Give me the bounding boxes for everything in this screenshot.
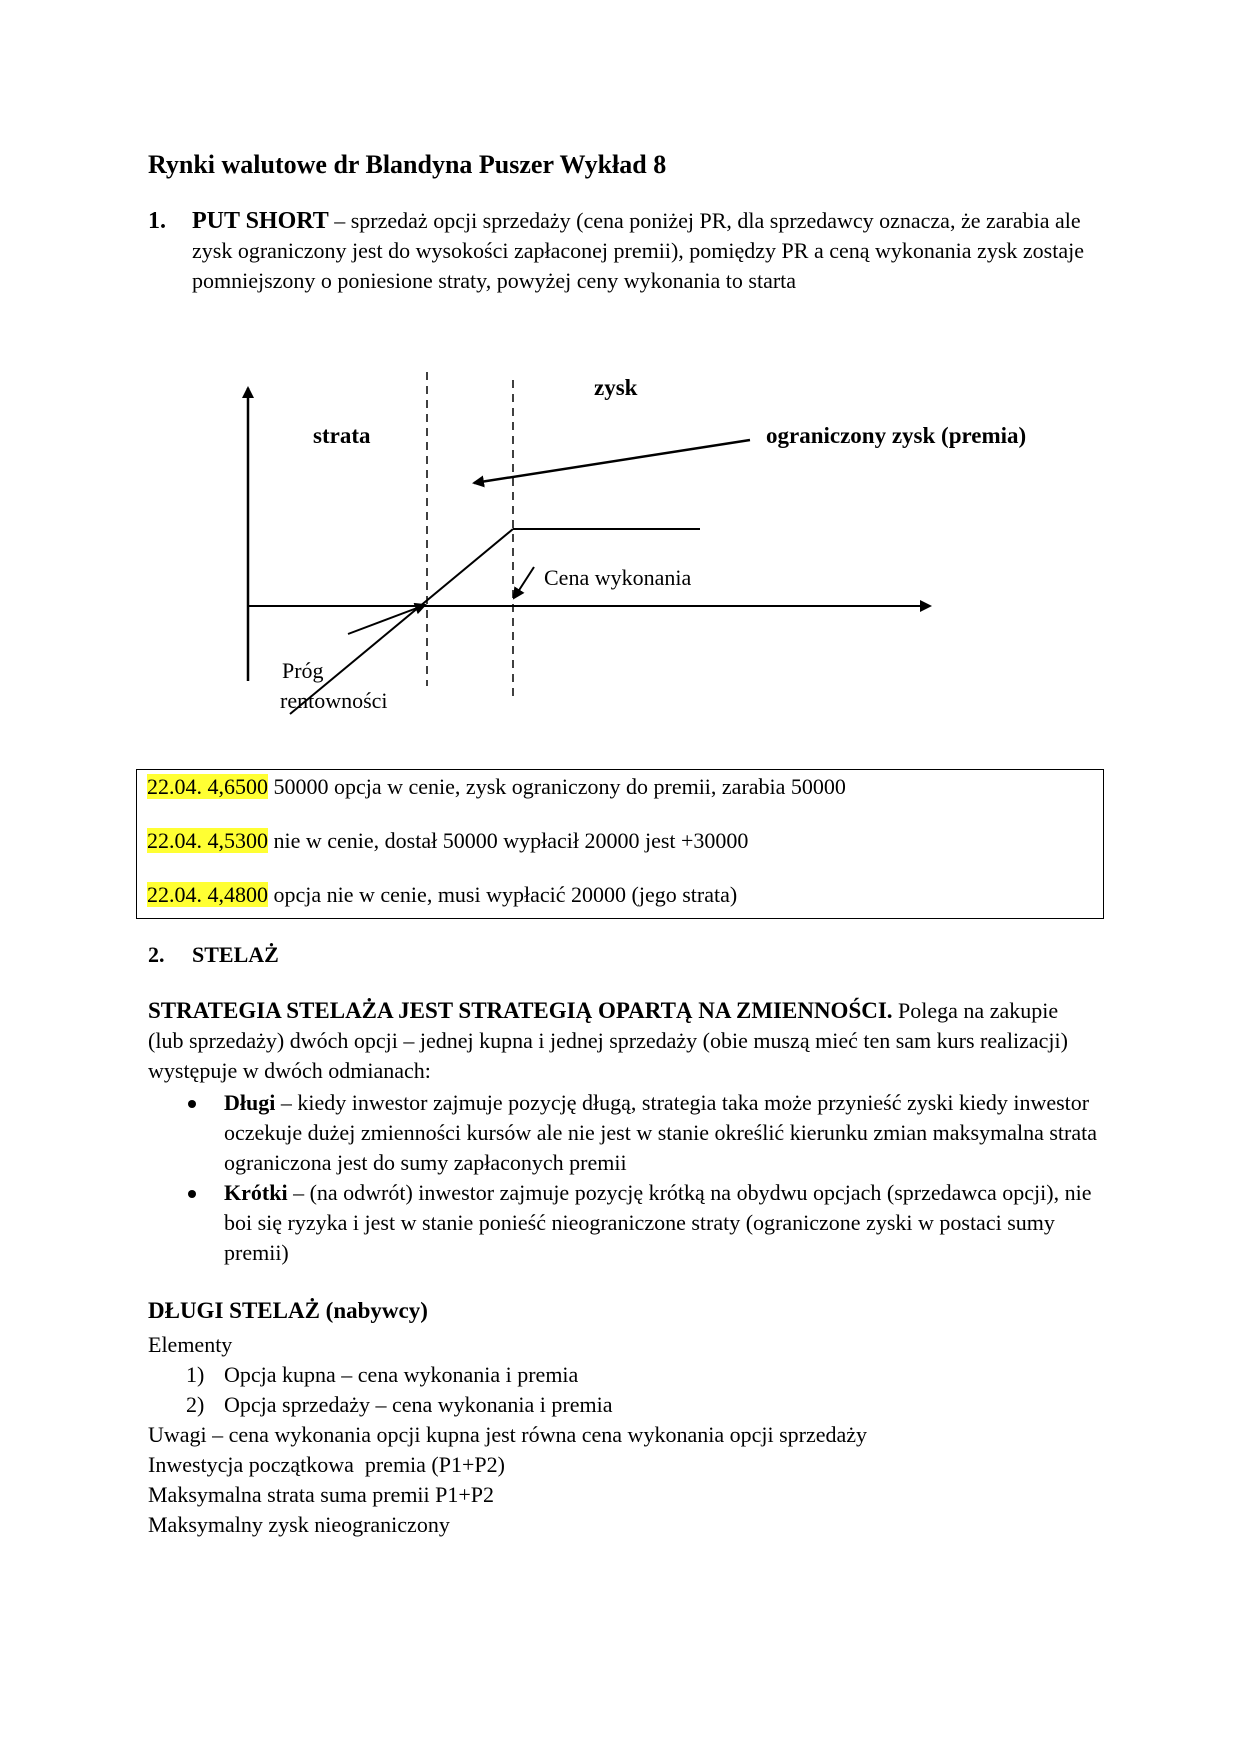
term-put-short: PUT SHORT [192, 208, 329, 234]
example-row-text: opcja nie w cenie, musi wypłacić 20000 (jego strata) [268, 882, 738, 907]
bullet-icon [188, 1100, 196, 1108]
highlight-date-rate: 22.04. 4,6500 [147, 774, 268, 799]
long-straddle-details [148, 1330, 1098, 1540]
premium-arrow [474, 440, 750, 483]
bullet-text: – kiedy inwestor zajmuje pozycję długą, strategia taka może przynieść zyski kiedy inwestor oczekuje dużej zmienności kursów ale nie jest w stanie określić kierunku zmian maksymalna strata ograniczona jest do sumy zapłaconych premii [224, 1090, 1097, 1175]
item-text: Opcja kupna – cena wykonania i premia [224, 1362, 579, 1387]
list-item [148, 1390, 1098, 1420]
example-box [136, 769, 1104, 919]
section-number: 2. [148, 942, 165, 967]
max-zysk-line: Maksymalny zysk nieograniczony [148, 1512, 450, 1537]
stelaz-variants-list [148, 1088, 1098, 1268]
list-item [148, 1178, 1098, 1268]
bullet-text: – (na odwrót) inwestor zajmuje pozycję krótką na obydwu opcjach (sprzedawca opcji), nie boi się ryzyka i jest w stanie ponieść nieograniczone straty (ograniczone zyski w postaci sumy premii) [224, 1180, 1092, 1265]
example-row-text: 50000 opcja w cenie, zysk ograniczony do premii, zarabia 50000 [268, 774, 846, 799]
bullet-icon [188, 1190, 196, 1198]
stelaz-description: Polega na zakupie (lub sprzedaży) dwóch opcji – jednej kupna i jednej sprzedaży (obie muszą mieć ten sam kurs realizacji) występuje w dwóch odmianach: [148, 998, 1068, 1083]
section-number: 1. [148, 208, 166, 234]
example-row [147, 774, 846, 800]
example-row [147, 882, 737, 908]
label-zysk: zysk [594, 375, 638, 400]
put-short-description: – sprzedaż opcji sprzedaży (cena poniżej PR, dla sprzedawcy oznacza, że zarabia ale zysk ograniczony jest do wysokości zapłaconej premii), pomiędzy PR a ceną wykonania zysk zostaje pomniejszony o poniesione straty, powyżej ceny wykonania to starta [192, 208, 1084, 293]
break-even-arrow [348, 605, 425, 634]
highlight-date-rate: 22.04. 4,5300 [147, 828, 268, 853]
put-short-diagram [0, 0, 1240, 760]
example-row [147, 828, 748, 854]
label-ograniczony-zysk: ograniczony zysk (premia) [766, 423, 1027, 448]
long-straddle-heading: DŁUGI STELAŻ (nabywcy) [148, 1298, 428, 1323]
section-stelaz-heading [148, 942, 279, 968]
strike-arrow [514, 567, 534, 598]
elements-label: Elementy [148, 1332, 233, 1357]
bullet-term: Długi [224, 1090, 276, 1115]
stelaz-caps-sentence: STRATEGIA STELAŻA JEST STRATEGIĄ OPARTĄ NA ZMIENNOŚCI. [148, 998, 893, 1023]
item-number: 1) [186, 1362, 205, 1387]
label-rentownosci: rentowności [280, 688, 388, 713]
list-item [148, 1360, 1098, 1390]
document-title: Rynki walutowe dr Blandyna Puszer Wykład 8 [148, 150, 667, 179]
max-strata-line: Maksymalna strata suma premii P1+P2 [148, 1482, 495, 1507]
label-cena-wykonania: Cena wykonania [544, 565, 692, 590]
section-heading-text: STELAŻ [192, 942, 279, 967]
example-row-text: nie w cenie, dostał 50000 wypłacił 20000 jest +30000 [268, 828, 749, 853]
list-item [148, 1088, 1098, 1178]
item-number: 2) [186, 1392, 205, 1417]
payoff-slope [290, 529, 513, 714]
item-text: Opcja sprzedaży – cena wykonania i premia [224, 1392, 613, 1417]
uwagi-line: Uwagi – cena wykonania opcji kupna jest równa cena wykonania opcji sprzedaży [148, 1422, 868, 1447]
highlight-date-rate: 22.04. 4,4800 [147, 882, 268, 907]
bullet-term: Krótki [224, 1180, 288, 1205]
label-strata: strata [313, 423, 371, 448]
label-prog: Próg [282, 658, 324, 683]
stelaz-paragraph [148, 996, 1098, 1086]
inwestycja-line: Inwestycja początkowa premia (P1+P2) [148, 1452, 505, 1477]
